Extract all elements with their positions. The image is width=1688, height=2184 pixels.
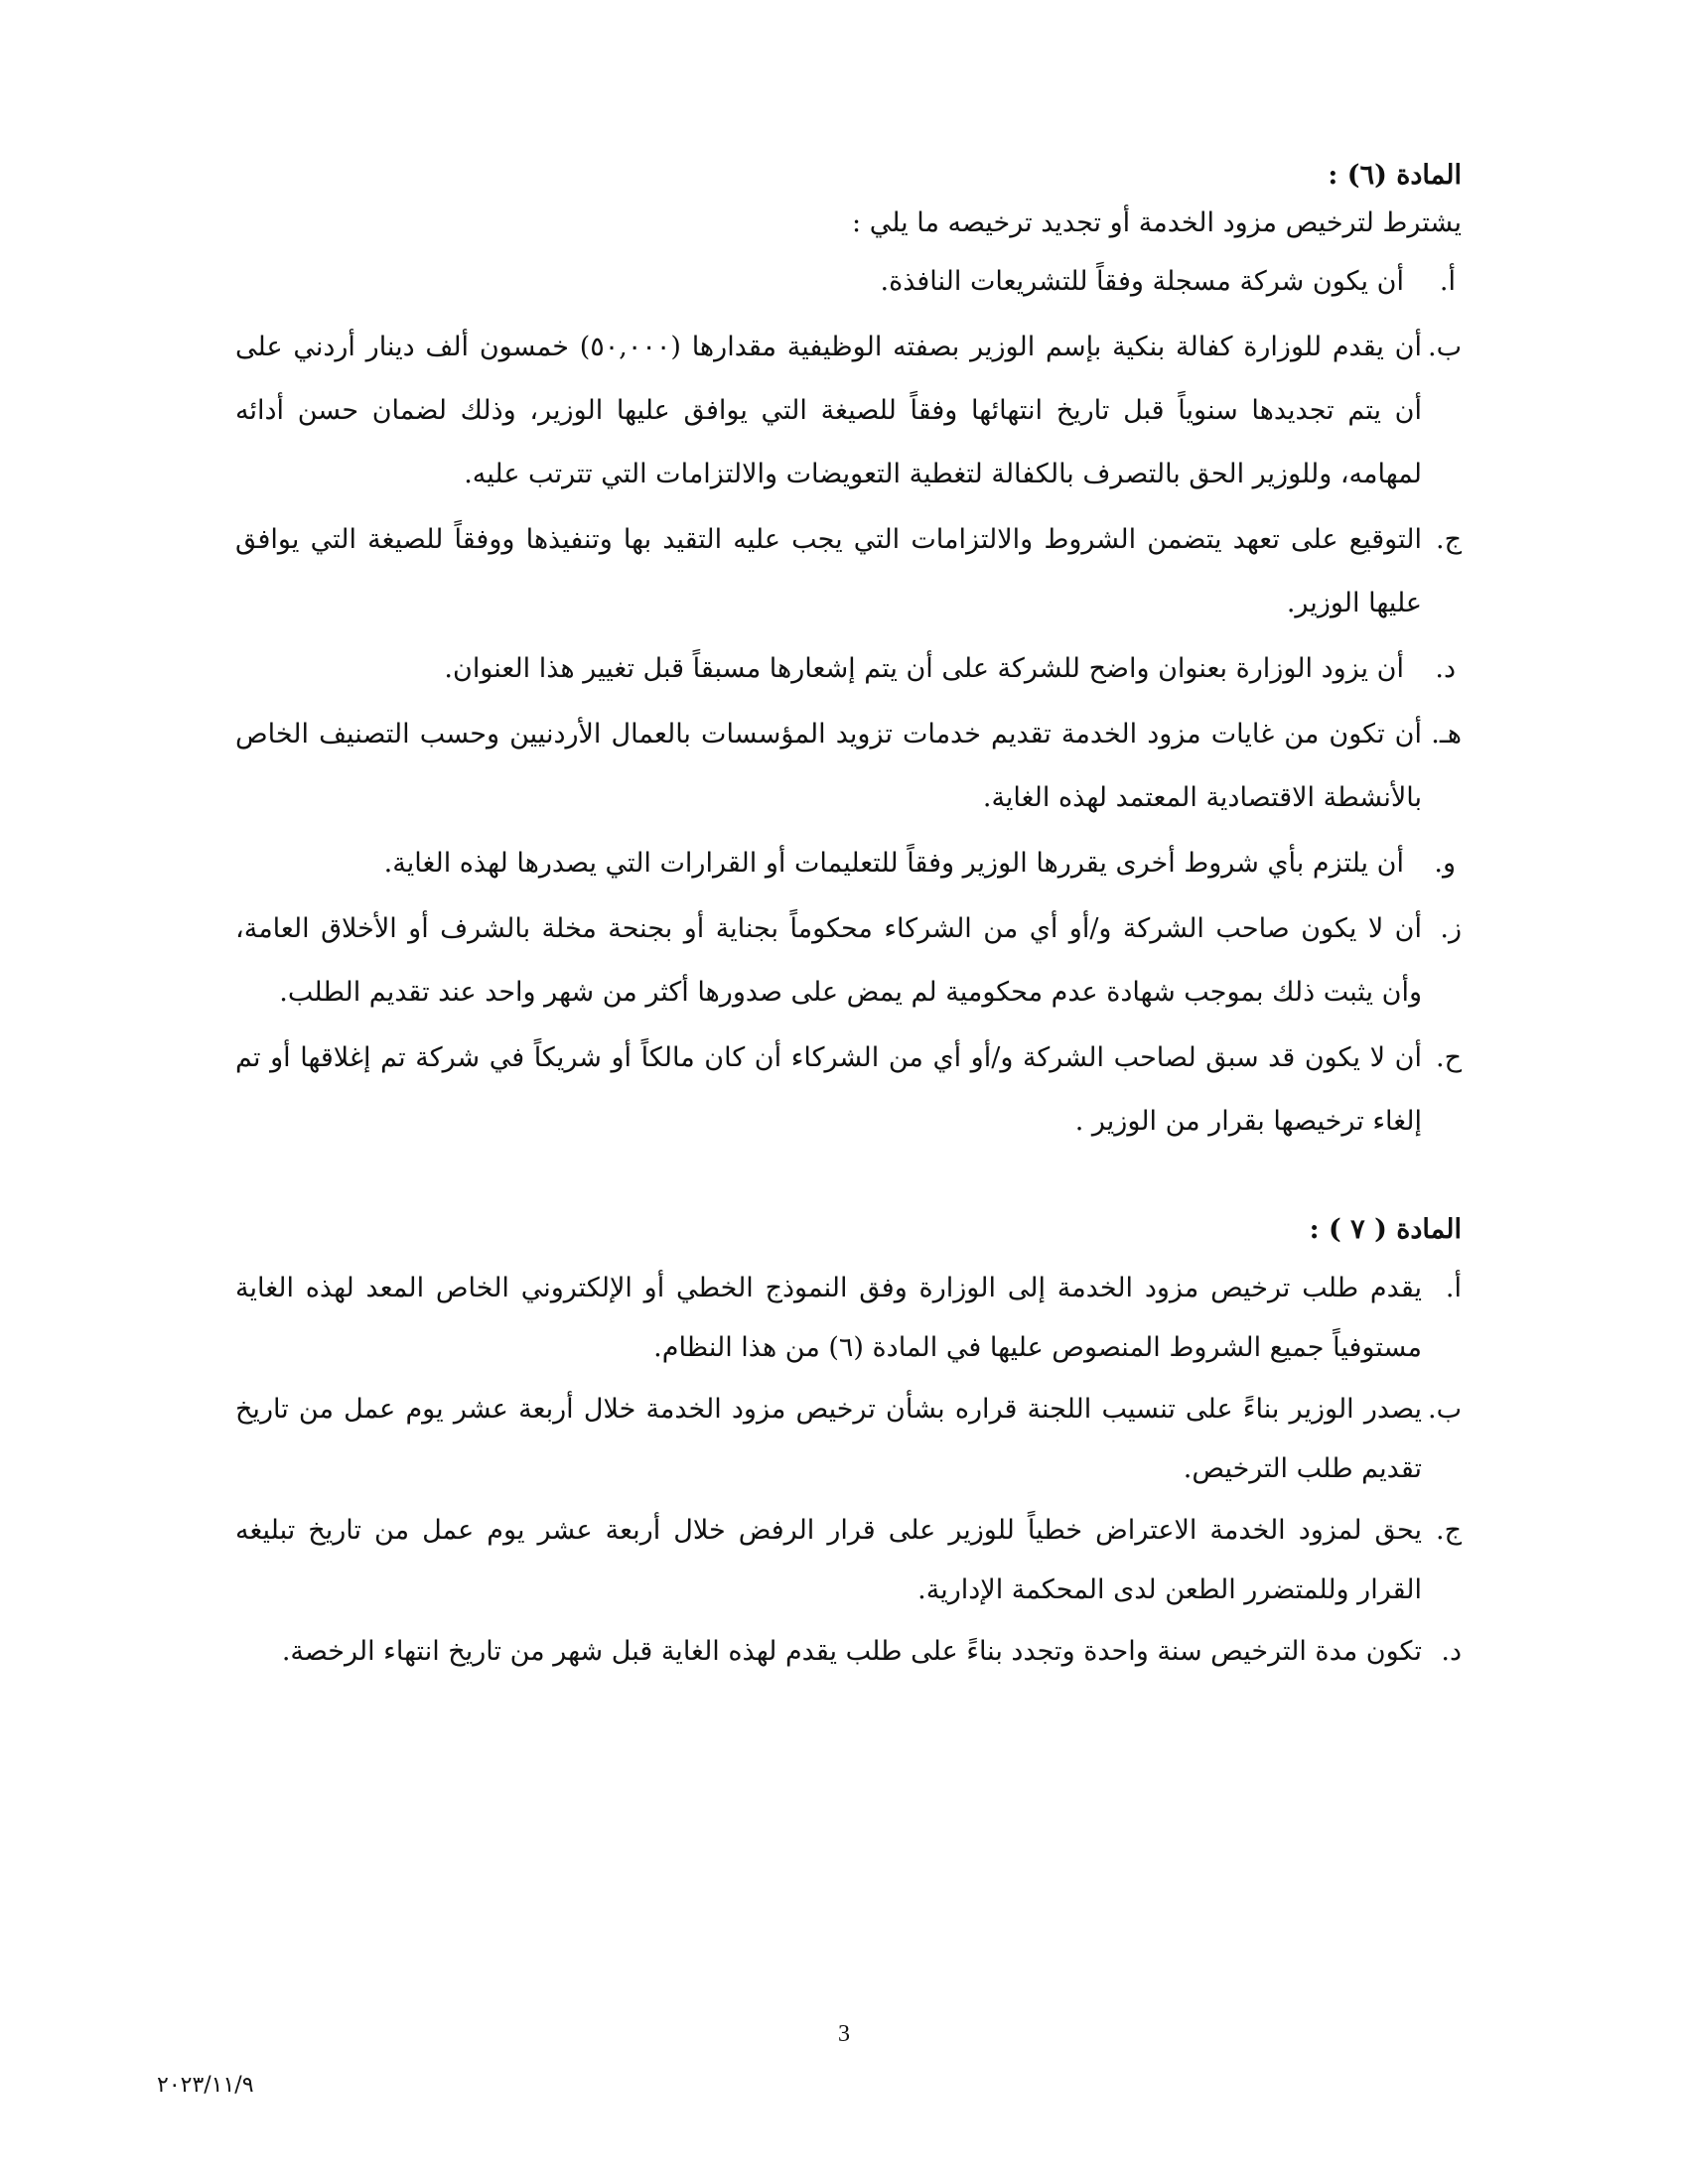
article-7-clause-b (235, 1380, 1462, 1499)
article-6-clause-c (235, 508, 1462, 635)
page-content (235, 157, 1462, 1684)
clause-marker: د. (1435, 653, 1456, 684)
clause-marker: ج. (1435, 1515, 1462, 1546)
footer-date: ٢٠٢٣/١١/٩ (157, 2073, 254, 2098)
article-6 (235, 157, 1462, 1154)
article-6-clause-a (235, 250, 1462, 314)
clause-marker: د. (1441, 1636, 1462, 1667)
clause-marker: أ. (1439, 266, 1456, 297)
article-6-clause-h (235, 703, 1462, 830)
clause-text: يقدم طلب ترخيص مزود الخدمة إلى الوزارة وفق النموذج الخطي أو الإلكتروني الخاص المعد لهذه الغاية مستوفياً جميع الشروط المنصوص عليها في المادة (٦) من هذا النظام. (235, 1273, 1422, 1363)
article-6-clause-d (235, 637, 1462, 701)
clause-text: يصدر الوزير بناءً على تنسيب اللجنة قراره بشأن ترخيص مزود الخدمة خلال أربعة عشر يوم عمل من تاريخ تقديم طلب الترخيص. (235, 1394, 1422, 1484)
clause-text: أن يزود الوزارة بعنوان واضح للشركة على أن يتم إشعارها مسبقاً قبل تغيير هذا العنوان. (444, 653, 1404, 684)
clause-marker: ب. (1427, 1394, 1462, 1425)
article-7-clause-d (235, 1622, 1462, 1682)
section-spacer (235, 1156, 1462, 1211)
clause-text: أن لا يكون قد سبق لصاحب الشركة و/أو أي من الشركاء أن كان مالكاً أو شريكاً في شركة تم إغلاقها أو تم إلغاء ترخيصها بقرار من الوزير . (235, 1042, 1422, 1137)
article-7-heading: المادة ( ٧ ) : (1309, 1214, 1462, 1245)
clause-text: تكون مدة الترخيص سنة واحدة وتجدد بناءً على طلب يقدم لهذه الغاية قبل شهر من تاريخ انتهاء الرخصة. (281, 1636, 1422, 1667)
clause-text: يحق لمزود الخدمة الاعتراض خطياً للوزير على قرار الرفض خلال أربعة عشر يوم عمل من تاريخ تبليغه القرار وللمتضرر الطعن لدى المحكمة الإدارية. (235, 1515, 1422, 1605)
article-6-clause-w (235, 832, 1462, 895)
clause-marker: و. (1434, 848, 1456, 879)
article-7 (235, 1211, 1462, 1682)
clause-text: أن تكون من غايات مزود الخدمة تقديم خدمات تزويد المؤسسات بالعمال الأردنيين وحسب التصنيف الخاص بالأنشطة الاقتصادية المعتمد لهذه الغاية. (235, 719, 1422, 813)
article-6-clause-z (235, 897, 1462, 1024)
clause-text: أن لا يكون صاحب الشركة و/أو أي من الشركاء محكوماً بجناية أو بجنحة مخلة بالشرف أو الأخلاق العامة، وأن يثبت ذلك بموجب شهادة عدم محكومية لم يمض على صدورها أكثر من شهر واحد عند تقديم الطلب. (235, 913, 1422, 1008)
clause-marker: ح. (1435, 1042, 1462, 1073)
clause-marker: ز. (1440, 913, 1462, 944)
clause-text: أن يلتزم بأي شروط أخرى يقررها الوزير وفقاً للتعليمات أو القرارات التي يصدرها لهذه الغاية. (383, 848, 1404, 879)
clause-text: أن يكون شركة مسجلة وفقاً للتشريعات النافذة. (880, 266, 1404, 297)
clause-marker: أ. (1445, 1273, 1462, 1303)
clause-marker: ج. (1435, 524, 1462, 555)
article-6-clause-b (235, 316, 1462, 506)
clause-text: أن يقدم للوزارة كفالة بنكية بإسم الوزير بصفته الوظيفية مقدارها (٥٠,٠٠٠) خمسون ألف دينار أردني على أن يتم تجديدها سنوياً قبل تاريخ انتهائها وفقاً للصيغة التي يوافق عليها الوزير، وذلك لضمان حسن أدائه لمهامه، وللوزير الحق بالتصرف بالكفالة لتغطية التعويضات والالتزامات التي تترتب عليه. (235, 332, 1423, 489)
clause-marker: ب. (1427, 332, 1462, 362)
article-6-clause-ha (235, 1026, 1462, 1154)
clause-text: التوقيع على تعهد يتضمن الشروط والالتزامات التي يجب عليه التقيد بها وتنفيذها ووفقاً للصيغة التي يوافق عليها الوزير. (235, 524, 1422, 618)
page-number: 3 (838, 2021, 850, 2047)
article-6-intro: يشترط لترخيص مزود الخدمة أو تجديد ترخيصه ما يلي : (852, 207, 1462, 238)
article-7-clause-a (235, 1259, 1462, 1378)
article-7-clause-c (235, 1501, 1462, 1620)
clause-marker: هـ. (1431, 719, 1462, 750)
article-6-heading: المادة (٦) : (1328, 160, 1462, 191)
